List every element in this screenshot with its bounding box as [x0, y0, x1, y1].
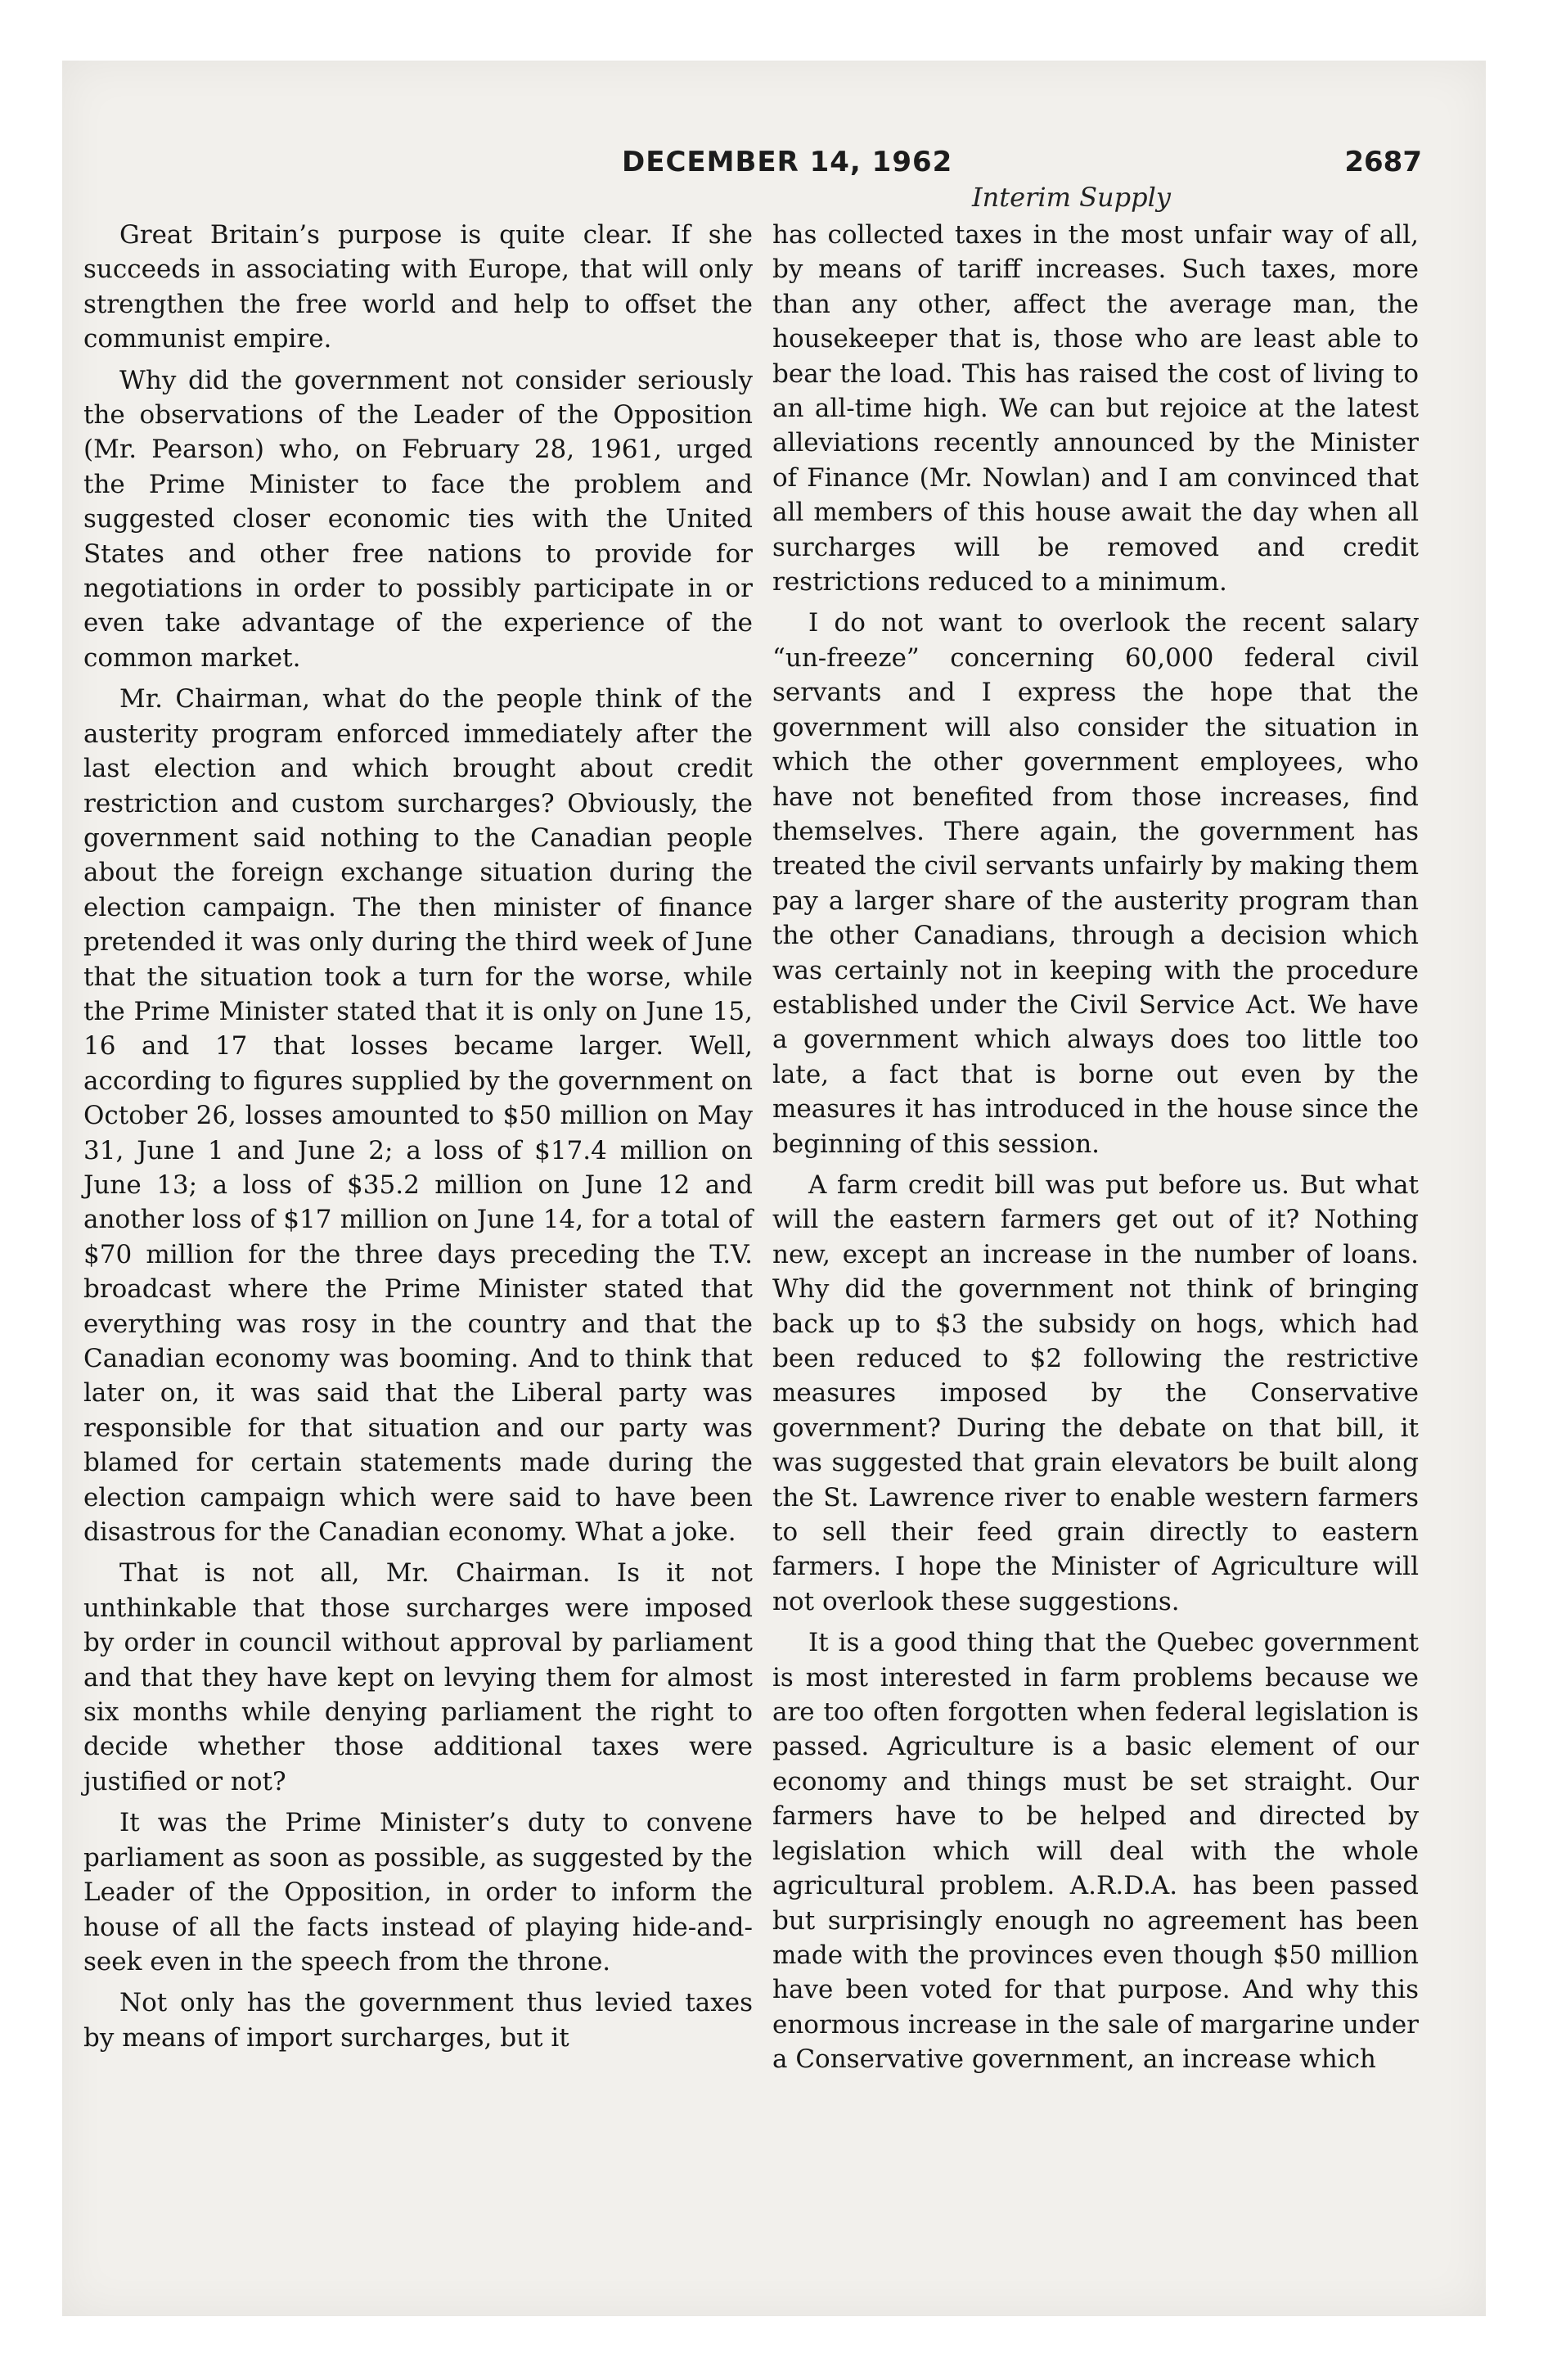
page-date-header: DECEMBER 14, 1962	[622, 146, 953, 178]
paragraph: It was the Prime Minister’s duty to convene parliament as soon as possible, as suggested by the Leader of the Opposition, in order to inform the house of all the facts instead of playing hide-and-seek even in the speech from the throne.	[83, 1808, 753, 1977]
paragraph: A farm credit bill was put before us. But what will the eastern farmers get out of it? Nothing new, except an increase in the number of loans. Why did the government not think of bringing back up to $3 the subsidy on hogs, which had been reduced to $2 following the restrictive measures imposed by the Conservative government? During the debate on that bill, it was suggested that grain elevators be built along the St. Lawrence river to enable western farmers to sell their feed grain directly to eastern farmers. I hope the Minister of Agriculture will not overlook these suggestions.	[772, 1170, 1419, 1616]
paragraph: Great Britain’s purpose is quite clear. If she succeeds in associating with Europe, that will only strengthen the free world and help to offset the communist empire.	[83, 220, 753, 354]
paragraph: That is not all, Mr. Chairman. Is it not unthinkable that those surcharges were imposed by order in council without approval by parliament and that they have kept on levying them for almost six months while denying parliament the right to decide whether those additional taxes were justified or not?	[83, 1558, 753, 1796]
running-head-subject: Interim Supply	[972, 182, 1171, 213]
paragraph-continuation: has collected taxes in the most unfair way of all, by means of tariff increases. Such taxes, more than any other, affect the average man, the housekeeper that is, those who are least able to bear the load. This has raised the cost of living to an all-time high. We can but rejoice at the latest alleviations recently announced by the Minister of Finance (Mr. Nowlan) and I am convinced that all members of this house await the day when all surcharges will be removed and credit restrictions reduced to a minimum.	[772, 220, 1419, 597]
paragraph: I do not want to overlook the recent salary “un-freeze” concerning 60,000 federal civil servants and I express the hope that the government will also consider the situation in which the other government employees, who have not benefited from those increases, find themselves. There again, the government has treated the civil servants unfairly by making them pay a larger share of the austerity program than the other Canadians, through a decision which was certainly not in keeping with the procedure established under the Civil Service Act. We have a government which always does too little too late, a fact that is borne out even by the measures it has introduced in the house since the beginning of this session.	[772, 608, 1419, 1159]
paragraph: Not only has the government thus levied taxes by means of import surcharges, but it	[83, 1988, 753, 2053]
paragraph: Mr. Chairman, what do the people think of the austerity program enforced immediately after the last election and which brought about credit restriction and custom surcharges? Obviously, the government said nothing to the Canadian people about the foreign exchange situation during the election campaign. The then minister of finance pretended it was only during the third week of June that the situation took a turn for the worse, while the Prime Minister stated that it is only on June 15, 16 and 17 that losses became larger. Well, according to figures supplied by the government on October 26, losses amounted to $50 million on May 31, June 1 and June 2; a loss of $17.4 million on June 13; a loss of $35.2 million on June 12 and another loss of $17 million on June 14, for a total of $70 million for the three days preceding the T.V. broadcast where the Prime Minister stated that everything was rosy in the country and that the Canadian economy was booming. And to think that later on, it was said that the Liberal party was responsible for that situation and our party was blamed for certain statements made during the election campaign which were said to have been disastrous for the Canadian economy. What a joke.	[83, 684, 753, 1548]
paragraph: It is a good thing that the Quebec government is most interested in farm problems because we are too often forgotten when federal legislation is passed. Agriculture is a basic element of our economy and things must be set straight. Our farmers have to be helped and directed by legislation which will deal with the whole agricultural problem. A.R.D.A. has been passed but surprisingly enough no agreement has been made with the provinces even though $50 million have been voted for that purpose. And why this enormous increase in the sale of margarine under a Conservative government, an increase which	[772, 1628, 1419, 2075]
paragraph: Why did the government not consider seriously the observations of the Leader of the Opposition (Mr. Pearson) who, on February 28, 1961, urged the Prime Minister to face the problem and suggested closer economic ties with the United States and other free nations to provide for negotiations in order to possibly participate in or even take advantage of the experience of the common market.	[83, 365, 753, 673]
page-number: 2687	[1344, 146, 1422, 178]
left-column	[83, 218, 753, 2062]
right-column	[772, 218, 1419, 2084]
